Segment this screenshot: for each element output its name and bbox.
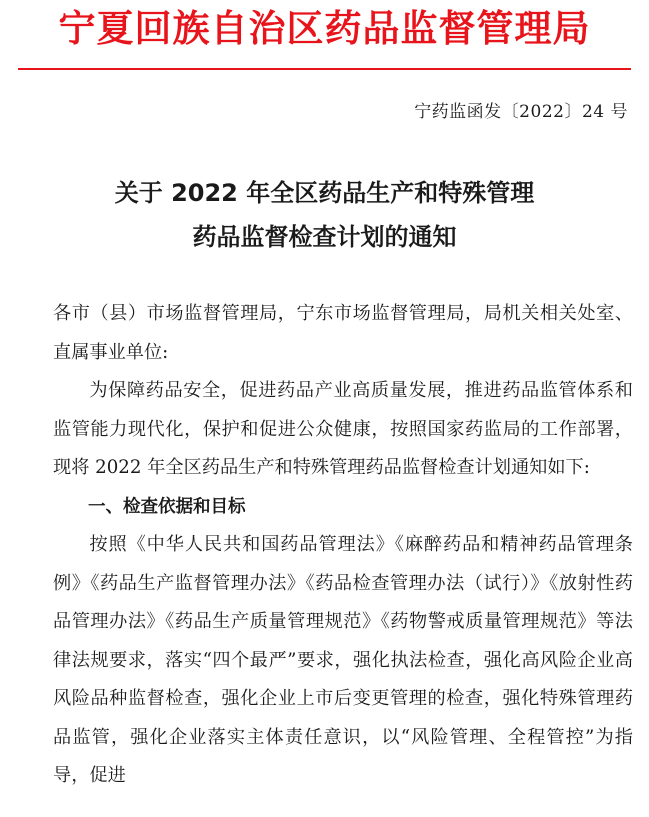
issuer-masthead: 宁夏回族自治区药品监督管理局 [58, 7, 591, 50]
intro-paragraph: 为保障药品安全，促进药品产业高质量发展，推进药品监管体系和监管能力现代化，保护和促进公众健康，按照国家药监局的工作部署，现将 2022 年全区药品生产和特殊管理药品监督检查计划通知如下: [53, 380, 633, 478]
document-title [0, 171, 649, 259]
red-separator-line [18, 68, 631, 70]
section-1-heading: 一、检查依据和目标 [88, 496, 246, 517]
document-number: 宁药监函发〔2022〕24 号 [414, 102, 628, 122]
document-body [53, 295, 633, 796]
salutation-paragraph: 各市（县）市场监督管理局，宁东市场监督管理局，局机关相关处室、直属事业单位: [53, 303, 633, 363]
title-line-1: 关于 2022 年全区药品生产和特殊管理 [114, 179, 535, 207]
title-line-2: 药品监督检查计划的通知 [192, 223, 457, 251]
section-1-paragraph: 按照《中华人民共和国药品管理法》《麻醉药品和精神药品管理条例》《药品生产监督管理办法》《药品检查管理办法（试行）》《放射性药品管理办法》《药品生产质量管理规范》《药物警戒质量管理规范》等法律法规要求，落实“四个最严”要求，强化执法检查，强化高风险企业高风险品种监督检查，强化企业上市后变更管理的检查，强化特殊管理药品监管，强化企业落实主体责任意识，以“风险管理、全程管控”为指导，促进 [53, 534, 633, 786]
